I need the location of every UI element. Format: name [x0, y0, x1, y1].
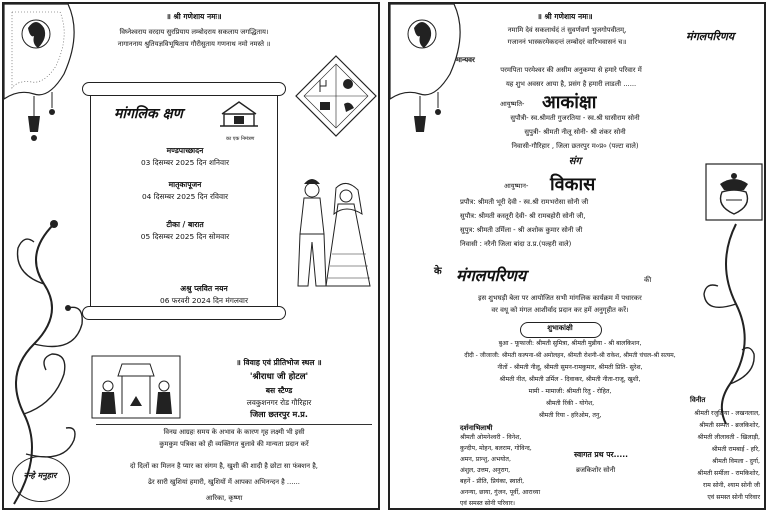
left-card: [2, 2, 380, 510]
intro-line-1: परमपिता परमेश्वर की असीम अनुकम्पा से हमारे परिवार में: [500, 66, 642, 74]
vinit-line-4: श्रीमती रामबाई - हरि,: [711, 446, 760, 453]
signoff: आरिका, कृष्णा: [205, 494, 243, 502]
vinit-line-8: एवं समस्त सोनी परिवार: [707, 494, 760, 501]
event-4-date: 06 फरवरी 2024 दिन मंगलवार: [160, 296, 248, 305]
mantra-line-2: नागाननाय श्रुतियज्ञविभूषिताय गौरीसुताय गणनाथ नमो नमस्ते ॥: [117, 40, 271, 48]
corner-title: मंगलपरिणय: [686, 30, 735, 43]
scroll-roll-top: [82, 82, 286, 96]
vinit-line-7: राम सोनी, श्याम सोनी जी: [702, 482, 760, 489]
vinit-line-1: श्रीमती रजुलिया - लखनलाल,: [694, 410, 760, 417]
bride-label: आयुष्मति-: [500, 100, 525, 108]
bride-name: आकांक्षा: [542, 92, 597, 113]
bride-line-1: सुपौत्री- स्व.श्रीमती गुजरतिया - स्व.श्री घासीराम सोनी: [510, 114, 640, 122]
request-line-1: विनम्र आग्रहः समय के अभाव के कारण गृह लक्ष्मी भी इसी: [163, 428, 305, 436]
groom-line-3: सुपुत्र: श्रीमती उर्मिला - श्री अशोक कुमार सोनी जी: [460, 226, 583, 234]
ki-text: की: [644, 276, 652, 284]
wishes-line-5: मामी - मामाजी: श्रीमती रितु - रोहित,: [528, 388, 612, 395]
wishes-line-6: श्रीमती रिंकी - योगेश,: [545, 400, 595, 407]
welcome-heading: स्वागत प्रथ पर.....: [574, 450, 629, 459]
request-line-2: कुमकुम पत्रिका को ही व्यक्तिगत बुलावे की मान्यता प्रदान करें: [159, 440, 309, 448]
bride-line-3: निवासी-गौरिहार , जिला छतरपुर म०प्र० (पल्टा वाले): [511, 142, 639, 150]
event-1-name: मण्डपाच्छादन: [166, 146, 204, 155]
ke-text: के: [434, 266, 442, 277]
event-2-date: 04 दिसम्बर 2025 दिन रविवार: [141, 192, 229, 201]
invite-line-1: इस शुभघड़ी बेला पर आयोजित सभी मांगलिक कार्यक्रम में पधारकर: [478, 294, 642, 302]
intro-line-2: यह शुभ अवसर आया है, प्रसंग है हमारी लाडली ......: [505, 80, 637, 88]
wedding-ritual-illustration: [92, 356, 180, 418]
wishes-heading: शुभाकांक्षी: [547, 324, 573, 332]
divider: [96, 424, 372, 425]
mantra-line-2: गजाननं भास्करमेकदन्तं लम्बोदरं वारिभवासनं च॥: [507, 38, 627, 46]
couplet-line-1: दो दिलों का मिलन है प्यार का संगम है, खुशी की शादी है छोटा सा फंक्शन है,: [130, 462, 318, 470]
badge-text: नन्हे मनुहार: [23, 470, 57, 480]
venue-heading: ॥ विवाह एवं प्रीतिभोज स्थल ॥: [236, 358, 322, 367]
right-card: [388, 2, 766, 510]
darshan-line-2: कुन्दीप, मोहन, बलराम, गोविन्द,: [460, 445, 532, 452]
venue-line-2: लवकुशनगर रोड गौरिहार: [246, 398, 312, 407]
couplet-line-2: ढेर सारी खुशियां हमारी, खुशियों में आपका अभिनन्दन है ......: [148, 478, 300, 486]
groom-line-4: निवासी : नरैनी जिला बांदा उ.प्र.(पल्हरी वाले): [460, 240, 572, 248]
bride-line-2: सुपुत्री- श्रीमती नीलू सोनी- श्री शंकर सोनी: [524, 128, 626, 136]
mantra-line-1: विघ्नेश्वराय वरदाय सुरप्रियाय लम्बोदराय सकलाय जगद्धिताय।: [119, 28, 269, 36]
groom-name: विकास: [550, 174, 596, 195]
scroll-title: मांगलिक क्षण: [114, 106, 183, 122]
vinit-line-6: श्रीमती सर्मीला - रामकिशोर,: [697, 470, 760, 477]
ganesh-title: ॥ श्री गणेशाय नमः॥: [166, 12, 222, 21]
mangal-parinay-title: मंगलपरिणय: [456, 266, 527, 285]
label-manyavar: मान्यवर: [456, 56, 475, 64]
invite-line-2: वर वधू को मंगल आशीर्वाद प्रदान कर हमें अनुगृहीत करें।: [491, 306, 629, 314]
vinit-line-2: श्रीमती सम्पत - ब्रजकिशोर,: [699, 422, 760, 429]
event-3-name: टीका / बारात: [166, 220, 204, 229]
vinit-line-3: श्रीमती लीलावती - खिलाड़ी,: [697, 434, 760, 441]
ganesh-corner-ornament: [4, 4, 84, 154]
groom-line-1: प्रपौत्र: श्रीमती भूरी देवी - स्व.श्री रामभरोसा सोनी जी: [460, 198, 589, 206]
wishes-line-7: श्रीमती रिया - हरिओम, तनु,: [538, 412, 602, 419]
kalash-icon: [706, 164, 762, 220]
darshan-line-7: एवं समस्त सोनी परिवार।: [460, 500, 515, 507]
palanquin-icon: [216, 100, 262, 130]
event-4-name: अश्रु प्लवित नयन: [180, 284, 228, 293]
scroll-roll-bottom: [82, 306, 286, 320]
venue-name: 'श्रीराधा जी होटल': [249, 372, 309, 382]
wishes-line-4: श्रीमती नीत, श्रीमती उर्मिल - दिवाकर, श्रीमती नीता-राजू, खुशी,: [499, 376, 641, 383]
vinit-heading: विनीत: [690, 396, 706, 404]
ganesh-title: ॥ श्री गणेशाय नमः॥: [537, 12, 593, 21]
wishes-line-2: दीदी - जीजाजी: श्रीमती कल्पना-श्री अमोलहन, श्रीमती रोशनी-श्री राकेश, श्रीमती चंचल-श्री सत्यम,: [464, 352, 676, 359]
darshan-line-5: बहनें - प्रीति, प्रियंका, स्वाती,: [460, 478, 525, 485]
vinit-line-5: श्रीमती विमला - दुर्गा,: [712, 458, 760, 465]
sang-text: संग: [568, 156, 582, 167]
venue-line-3: जिला छतरपुर म.प्र.: [250, 410, 308, 419]
wishes-line-3: नीतों - श्रीमती नीलू, श्रीमती सुमन-रामकुमार, श्रीमती प्रिति- सुरेश,: [497, 364, 643, 371]
darshan-heading: दर्शनाभिलाषी: [460, 424, 493, 432]
event-3-date: 05 दिसम्बर 2025 दिन सोमवार: [140, 232, 230, 241]
kalash-swastik-motif: [296, 56, 376, 136]
darshan-line-1: श्रीमती ओमनेश्वरी - विनेश,: [460, 434, 522, 441]
couple-illustration: [284, 174, 374, 294]
groom-line-2: सुपौत्र: श्रीमती कस्तूरी देवी- श्री रामबहोरी सोनी जी,: [460, 212, 586, 220]
venue-line-1: बस स्टैण्ड: [265, 386, 293, 395]
groom-label: आयुष्मान-: [504, 182, 529, 190]
darshan-line-4: अंशुल, उत्तम, अनुराग,: [460, 467, 511, 474]
event-1-date: 03 दिसम्बर 2025 दिन शनिवार: [140, 158, 230, 167]
welcome-name: ब्रजकिशोर सोनी: [576, 466, 616, 474]
darshan-line-3: अमन, प्रान्शु, अभयोत,: [460, 456, 511, 463]
mantra-line-1: नमामि देवं सकलार्थदं तं सुवर्णवर्णं भुजगोपवीतम्,: [507, 26, 627, 34]
scroll-subtitle: का एक निमंत्रण: [226, 136, 255, 142]
event-2-name: मातृकापूजन: [168, 180, 202, 189]
wishes-line-1: बुआ - फूफाजी: श्रीमती सुमित्रा, श्रीमती मुन्नीया - श्री बालकिशन,: [498, 340, 642, 347]
darshan-line-6: अनन्या, छाया, गुंजन, पूर्वी, आराध्या: [460, 489, 541, 496]
